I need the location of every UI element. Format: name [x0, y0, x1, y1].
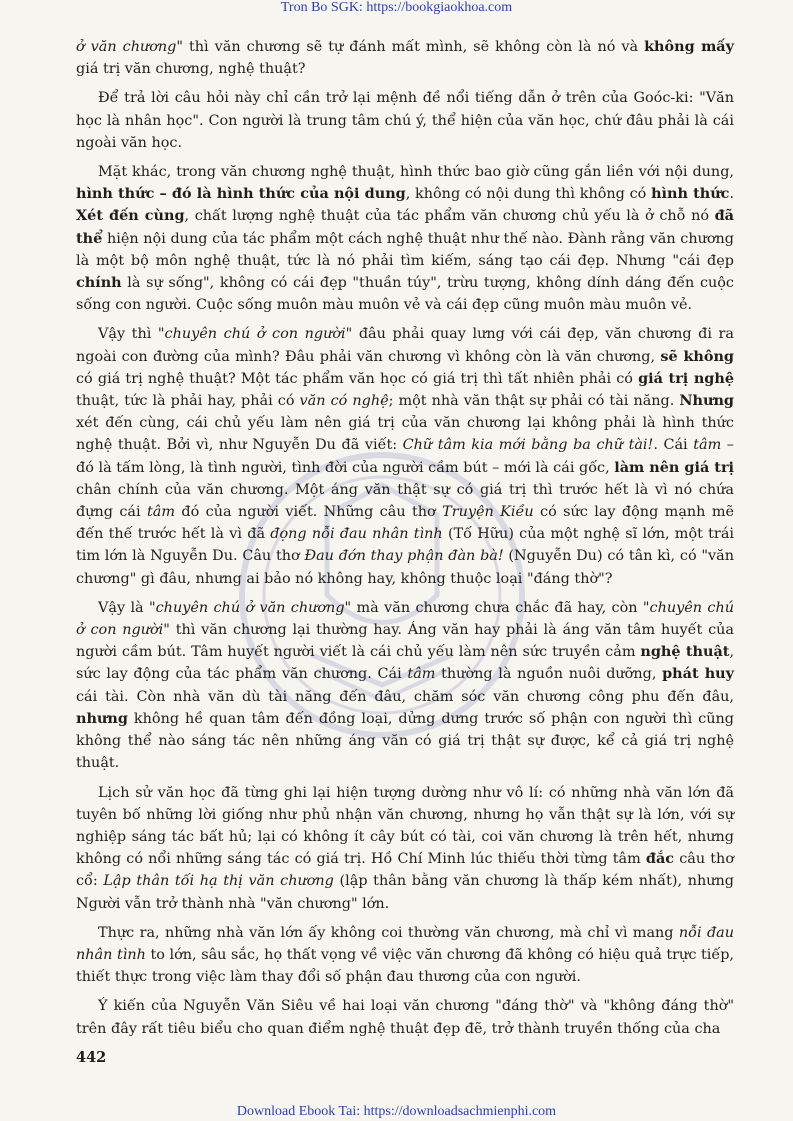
- footer-download-link[interactable]: Download Ebook Tai: https://downloadsachmienphi.com: [236, 1104, 557, 1119]
- paragraph: Vậy thì "chuyên chú ở con người" đâu phải quay lưng với cái đẹp, văn chương đi ra ngoài con đường của mình? Đâu phải văn chương vì không còn là văn chương, sẽ không có giá trị nghệ thuật? Một tác phẩm văn học có giá trị thì tất nhiên phải có giá trị nghệ thuật, tức là phải hay, phải có văn có nghệ; một nhà văn thật sự phải có tài năng. Nhưng xét đến cùng, cái chủ yếu làm nên giá trị của văn chương lại không phải là hình thức nghệ thuật. Bởi vì, như Nguyễn Du đã viết: Chữ tâm kia mới bằng ba chữ tài!. Cái tâm – đó là tấm lòng, là tình người, tình đời của người cầm bút – mới là cái gốc, làm nên giá trị chân chính của văn chương. Một áng văn thật sự có giá trị thì trước hết là vì nó chứa đựng cái tâm đó của người viết. Những câu thơ Truyện Kiều có sức lay động mạnh mẽ đến thế trước hết là vì đã đọng nỗi đau nhân tình (Tố Hữu) của một nghệ sĩ lớn, một trái tim lớn là Nguyễn Du. Câu thơ Đau đớn thay phận đàn bà! (Nguyễn Du) có tân kì, có "văn chương" gì đâu, nhưng ai bảo nó không hay, không thuộc loại "đáng thờ"?: [76, 326, 735, 587]
- paragraph: Lịch sử văn học đã từng ghi lại hiện tượng dường như vô lí: có những nhà văn lớn đã tuyên bố những lời giống như phủ nhận văn chương, nhưng họ vẫn thật sự là lớn, với sự nghiệp sáng tác bất hủ; lại có không ít cây bút có tài, coi văn chương là trên hết, nhưng không có nổi những sáng tác có giá trị. Hồ Chí Minh lúc thiếu thời từng tâm đắc câu thơ cổ: Lập thân tối hạ thị văn chương (lập thân bằng văn chương là thấp kém nhất), nhưng Người vẫn trở thành nhà "văn chương" lớn.: [76, 784, 734, 912]
- paragraph: Vậy là "chuyên chú ở văn chương" mà văn chương chưa chắc đã hay, còn "chuyên chú ở con người" thì văn chương lại thường hay. Áng văn hay phải là áng văn tâm huyết của người cầm bút. Tâm huyết người viết là cái chủ yếu làm nên sức truyền cảm nghệ thuật, sức lay động của tác phẩm văn chương. Cái tâm thường là nguồn nuôi dưỡng, phát huy cái tài. Còn nhà văn dù tài năng đến đâu, chăm sóc văn chương công phu đến đâu, nhưng không hề quan tâm đến đồng loại, dửng dưng trước số phận con người thì cũng không thể nào sáng tác nên những áng văn có giá trị thật sự được, kể cả giá trị nghệ thuật.: [76, 599, 735, 772]
- paragraph: ở văn chương" thì văn chương sẽ tự đánh mất mình, sẽ không còn là nó và không mấy giá trị văn chương, nghệ thuật?: [76, 38, 734, 78]
- header-source-link[interactable]: Tron Bo SGK: https://bookgiaokhoa.com: [280, 0, 513, 15]
- paragraph: Mặt khác, trong văn chương nghệ thuật, hình thức bao giờ cũng gắn liền với nội dung, hình thức – đó là hình thức của nội dung, không có nội dung thì không có hình thức. Xét đến cùng, chất lượng nghệ thuật của tác phẩm văn chương chủ yếu là ở chỗ nó đã thể hiện nội dung của tác phẩm một cách nghệ thuật như thế nào. Đành rằng văn chương là một bộ môn nghệ thuật, tức là nó phải tìm kiếm, sáng tạo cái đẹp. Nhưng "cái đẹp chính là sự sống", không có cái đẹp "thuần túy", trừu tượng, không dính dáng đến cuộc sống con người. Cuộc sống muôn màu muôn vẻ và cái đẹp cũng muôn màu muôn vẻ.: [76, 164, 735, 314]
- paragraph: Thực ra, những nhà văn lớn ấy không coi thường văn chương, mà chỉ vì mang nỗi đau nhân tình to lớn, sâu sắc, họ thất vọng về việc văn chương đã không có hiệu quả trực tiếp, thiết thực trong việc làm thay đổi số phận đau thương của con người.: [76, 924, 734, 986]
- page-body: [76, 36, 734, 1047]
- paragraph: Ý kiến của Nguyễn Văn Siêu về hai loại văn chương "đáng thờ" và "không đáng thờ" trên đây rất tiêu biểu cho quan điểm nghệ thuật đẹp đẽ, trở thành truyền thống của cha: [76, 998, 734, 1037]
- paragraph: Để trả lời câu hỏi này chỉ cần trở lại mệnh đề nổi tiếng dẫn ở trên của Goóc-ki: "Văn học là nhân học". Con người là trung tâm chú ý, thể hiện của văn học, chứ đâu phải là cái ngoài văn học.: [76, 90, 734, 151]
- page-number: 442: [76, 1049, 107, 1066]
